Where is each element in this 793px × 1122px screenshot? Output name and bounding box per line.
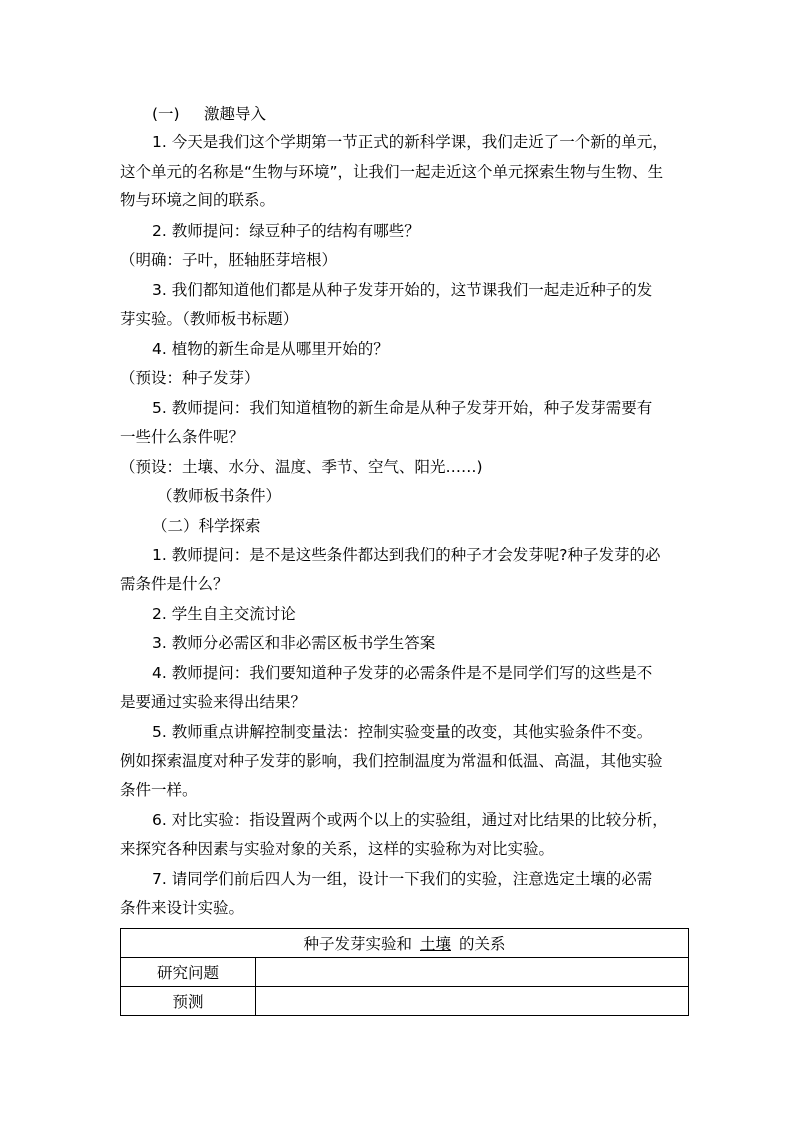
paragraph-line: 4. 植物的新生命是从哪里开始的？ (152, 340, 389, 358)
paragraph-line: 1. 今天是我们这个学期第一节正式的新科学课，我们走近了一个新的单元， (152, 133, 668, 151)
row-label: 研究问题 (121, 958, 256, 987)
paragraph-line: 这个单元的名称是“生物与环境”，让我们一起走近这个单元探索生物与生物、生 (120, 163, 664, 181)
row-value (256, 987, 689, 1016)
row-label: 预测 (121, 987, 256, 1016)
answer-line: （预设：种子发芽） (120, 369, 260, 387)
board-note: （教师板书条件） (157, 487, 282, 505)
table-row (121, 987, 689, 1016)
experiment-table (120, 928, 689, 1016)
answer-line: （明确：子叶，胚轴胚芽培根） (120, 251, 338, 269)
paragraph-line: 条件来设计实验。 (120, 899, 245, 917)
paragraph-line: 需条件是什么？ (120, 575, 229, 593)
paragraph-line: 5. 教师提问：我们知道植物的新生命是从种子发芽开始，种子发芽需要有 (152, 399, 653, 417)
section-heading-1 (152, 104, 266, 124)
paragraph-line: 1. 教师提问：是不是这些条件都达到我们的种子才会发芽呢?种子发芽的必 (152, 546, 661, 564)
paragraph-line: 芽实验。（教师板书标题） (120, 310, 299, 328)
paragraph-line: 条件一样。 (120, 781, 198, 799)
table-row (121, 958, 689, 987)
paragraph-line: 3. 教师分必需区和非必需区板书学生答案 (152, 634, 436, 652)
paragraph-line: 7. 请同学们前后四人为一组，设计一下我们的实验，注意选定土壤的必需 (152, 870, 653, 888)
paragraph-line: 物与环境之间的联系。 (120, 191, 276, 209)
answer-line: （预设：土壤、水分、温度、季节、空气、阳光……) (120, 458, 483, 476)
paragraph-line: 来探究各种因素与实验对象的关系，这样的实验称为对比实验。 (120, 840, 555, 858)
paragraph-line: 一些什么条件呢？ (120, 428, 245, 446)
table-title: 种子发芽实验和 土壤 的关系 (121, 929, 689, 958)
row-value (256, 958, 689, 987)
paragraph-line: 例如探索温度对种子发芽的影响，我们控制温度为常温和低温、高温，其他实验 (120, 752, 663, 770)
section-heading-2: （二）科学探索 (152, 517, 261, 535)
paragraph-line: 3. 我们都知道他们都是从种子发芽开始的，这节课我们一起走近种子的发 (152, 281, 653, 299)
paragraph-line: 2. 学生自主交流讨论 (152, 605, 296, 623)
table-title-row (121, 929, 689, 958)
paragraph-line: 5. 教师重点讲解控制变量法：控制实验变量的改变，其他实验条件不变。 (152, 723, 653, 741)
paragraph-line: 6. 对比实验：指设置两个或两个以上的实验组，通过对比结果的比较分析， (152, 811, 668, 829)
paragraph-line: 4. 教师提问：我们要知道种子发芽的必需条件是不是同学们写的这些是不 (152, 664, 653, 682)
fill-in-blank: 土壤 (419, 935, 451, 953)
section-number: (一) (152, 105, 180, 123)
section-title: 激趣导入 (204, 105, 267, 123)
paragraph-line: 是要通过实验来得出结果？ (120, 693, 307, 711)
paragraph-line: 2. 教师提问：绿豆种子的结构有哪些？ (152, 222, 420, 240)
